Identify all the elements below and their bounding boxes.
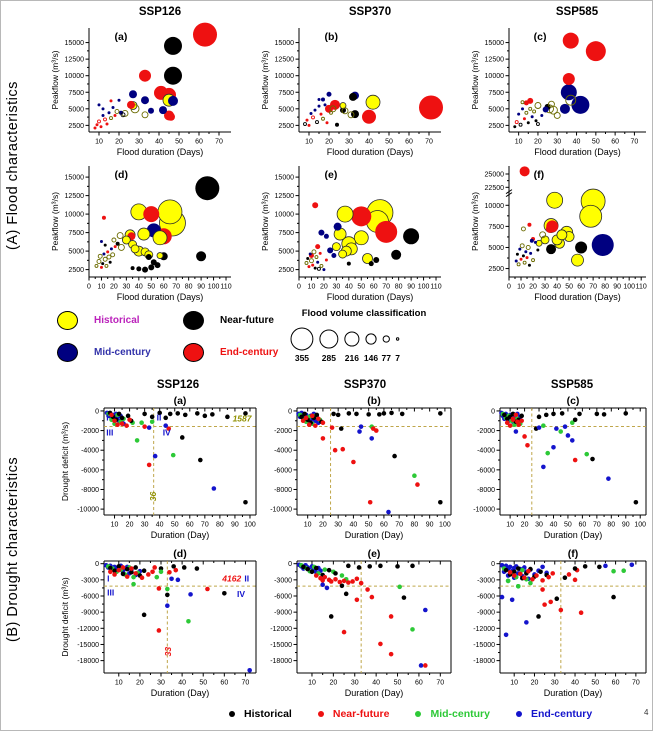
legend-label: Mid-century [94, 347, 151, 358]
svg-text:90: 90 [407, 283, 416, 291]
svg-text:II: II [244, 573, 250, 584]
svg-text:10000: 10000 [64, 73, 84, 81]
svg-text:(e): (e) [324, 169, 338, 181]
svg-text:30: 30 [345, 138, 353, 146]
svg-text:10: 10 [97, 283, 106, 291]
svg-text:50: 50 [364, 521, 373, 529]
svg-text:-9000: -9000 [81, 609, 99, 617]
svg-text:60: 60 [405, 138, 413, 146]
svg-text:0: 0 [491, 561, 495, 569]
svg-text:70: 70 [172, 283, 181, 291]
svg-text:60: 60 [220, 679, 229, 687]
legend-label: Historical [244, 708, 292, 720]
subplot-flood-ssp126-d [49, 159, 239, 303]
svg-text:0: 0 [95, 408, 99, 416]
svg-text:2500: 2500 [68, 267, 84, 275]
svg-text:100: 100 [244, 521, 256, 529]
svg-text:40: 40 [349, 521, 358, 529]
svg-text:50: 50 [591, 138, 600, 146]
svg-text:30: 30 [535, 521, 543, 529]
svg-text:50: 50 [393, 679, 402, 687]
svg-text:(d): (d) [114, 169, 128, 181]
svg-text:2500: 2500 [488, 266, 504, 274]
svg-text:Peakflow (m³/s): Peakflow (m³/s) [470, 50, 480, 110]
svg-text:Peakflow (m³/s): Peakflow (m³/s) [50, 191, 60, 252]
svg-text:20: 20 [110, 283, 118, 291]
subplot-drought-ssp126-a [59, 393, 264, 541]
legend-label: Historical [94, 315, 140, 326]
svg-text:Duration (Day): Duration (Day) [344, 688, 404, 698]
svg-text:80: 80 [184, 283, 193, 291]
svg-text:Duration (Day): Duration (Day) [543, 530, 603, 540]
svg-text:12500: 12500 [274, 56, 294, 64]
svg-text:-12000: -12000 [473, 625, 495, 633]
svg-text:146: 146 [363, 353, 379, 363]
svg-text:10000: 10000 [274, 73, 294, 81]
svg-text:7500: 7500 [488, 89, 504, 97]
svg-text:-4000: -4000 [274, 447, 292, 455]
svg-text:80: 80 [215, 521, 224, 529]
svg-text:40: 40 [155, 521, 164, 529]
flood-volume-circles [279, 319, 449, 369]
svg-text:12500: 12500 [64, 193, 84, 201]
svg-text:-15000: -15000 [473, 641, 495, 649]
svg-text:60: 60 [578, 521, 587, 529]
svg-text:0: 0 [288, 408, 292, 416]
svg-text:0: 0 [491, 408, 495, 416]
svg-text:10: 10 [308, 679, 316, 687]
svg-text:100: 100 [439, 521, 451, 529]
svg-text:30: 30 [140, 521, 149, 529]
svg-text:20: 20 [320, 283, 328, 291]
svg-text:2500: 2500 [488, 122, 504, 130]
svg-text:5000: 5000 [68, 248, 84, 256]
svg-text:10: 10 [303, 521, 312, 529]
flood-volume-legend-title: Flood volume classification [301, 308, 427, 319]
svg-text:60: 60 [415, 679, 423, 687]
svg-text:20: 20 [529, 283, 537, 291]
legend-circle-icon [183, 311, 204, 330]
svg-text:-2000: -2000 [274, 428, 292, 436]
svg-text:10: 10 [95, 138, 103, 146]
svg-text:Duration (Day): Duration (Day) [150, 688, 210, 698]
svg-text:-3000: -3000 [274, 577, 292, 585]
svg-text:30: 30 [122, 283, 131, 291]
svg-text:12500: 12500 [484, 56, 504, 64]
svg-text:-8000: -8000 [81, 486, 99, 494]
svg-text:IV: IV [237, 589, 246, 600]
svg-text:50: 50 [147, 283, 156, 291]
svg-text:60: 60 [611, 679, 620, 687]
svg-text:50: 50 [357, 283, 366, 291]
flood-legend-item-mid-century [57, 343, 151, 362]
svg-text:(d): (d) [173, 548, 187, 560]
svg-text:100: 100 [623, 283, 636, 291]
svg-text:III: III [106, 427, 114, 438]
svg-text:5000: 5000 [488, 244, 504, 252]
svg-text:70: 70 [592, 521, 601, 529]
svg-text:60: 60 [380, 521, 388, 529]
svg-text:-10000: -10000 [77, 506, 99, 514]
svg-text:(b): (b) [367, 395, 381, 407]
svg-text:0: 0 [297, 283, 301, 291]
svg-text:10000: 10000 [484, 73, 504, 81]
svg-text:-6000: -6000 [81, 593, 99, 601]
page-number: 4 [644, 708, 649, 717]
svg-text:Flood duration (Days): Flood duration (Days) [534, 292, 621, 302]
svg-text:Duration (Day): Duration (Day) [150, 530, 210, 540]
svg-text:Peakflow (m³/s): Peakflow (m³/s) [470, 191, 480, 252]
svg-text:30: 30 [157, 679, 165, 687]
legend-dot-icon [318, 711, 324, 717]
subplot-drought-ssp585-f [466, 546, 653, 699]
svg-text:0: 0 [95, 561, 99, 569]
svg-text:Peakflow (m³/s): Peakflow (m³/s) [260, 50, 270, 110]
svg-text:-6000: -6000 [477, 467, 495, 475]
svg-text:0: 0 [288, 561, 292, 569]
svg-text:(c): (c) [533, 31, 547, 43]
svg-text:Peakflow (m³/s): Peakflow (m³/s) [50, 50, 60, 110]
svg-text:-3000: -3000 [81, 577, 99, 585]
svg-text:10: 10 [305, 138, 313, 146]
subplot-drought-ssp370-b [263, 393, 459, 541]
subplot-flood-ssp370-e [259, 159, 449, 303]
section-a-title-ssp585: SSP585 [555, 6, 599, 18]
svg-text:355: 355 [294, 353, 310, 363]
svg-text:40: 40 [365, 138, 373, 146]
svg-text:0: 0 [87, 283, 91, 291]
flood-legend [51, 307, 281, 371]
svg-text:-6000: -6000 [477, 593, 495, 601]
svg-text:40: 40 [571, 679, 579, 687]
svg-text:(c): (c) [566, 395, 580, 407]
svg-text:10: 10 [114, 679, 123, 687]
svg-text:IV: IV [162, 427, 171, 438]
svg-text:III: III [107, 587, 115, 598]
svg-text:40: 40 [372, 679, 381, 687]
svg-text:40: 40 [553, 283, 561, 291]
svg-text:30: 30 [350, 679, 359, 687]
svg-text:Drought deficit (m³/s): Drought deficit (m³/s) [60, 421, 70, 502]
svg-text:30: 30 [135, 138, 143, 146]
section-b-title-ssp126: SSP126 [156, 379, 200, 391]
svg-text:70: 70 [630, 138, 639, 146]
svg-text:7500: 7500 [488, 223, 504, 231]
svg-text:5000: 5000 [278, 106, 294, 114]
svg-text:7: 7 [395, 353, 400, 363]
svg-text:-6000: -6000 [274, 467, 292, 475]
svg-text:II: II [156, 412, 162, 423]
svg-text:100: 100 [634, 521, 647, 529]
svg-text:(f): (f) [533, 169, 545, 181]
svg-text:7500: 7500 [278, 230, 294, 238]
svg-text:40: 40 [178, 679, 187, 687]
svg-text:5000: 5000 [488, 106, 504, 114]
svg-text:110: 110 [430, 283, 442, 291]
section-b-title-ssp585: SSP585 [550, 379, 594, 391]
svg-text:-2000: -2000 [81, 428, 99, 436]
svg-text:70: 70 [215, 138, 223, 146]
svg-text:70: 70 [589, 283, 598, 291]
svg-text:10000: 10000 [274, 211, 294, 219]
svg-text:110: 110 [220, 283, 232, 291]
svg-text:100: 100 [417, 283, 430, 291]
svg-text:Drought deficit (m³/s): Drought deficit (m³/s) [60, 577, 70, 657]
svg-text:30: 30 [553, 138, 562, 146]
drought-legend-item-mid-century [415, 708, 490, 720]
drought-legend [229, 702, 649, 726]
svg-text:10000: 10000 [64, 211, 84, 219]
svg-text:-8000: -8000 [274, 486, 292, 494]
svg-text:(a): (a) [114, 31, 128, 43]
svg-text:5000: 5000 [278, 248, 294, 256]
svg-text:2500: 2500 [68, 122, 84, 130]
section-a-side-label: (A) Flood characteristics [5, 81, 21, 251]
legend-label: Near-future [332, 708, 390, 720]
svg-text:15000: 15000 [274, 40, 294, 48]
legend-circle-icon [57, 311, 78, 330]
svg-text:50: 50 [564, 521, 572, 529]
svg-text:2500: 2500 [278, 267, 294, 275]
flood-legend-item-historical [57, 311, 140, 330]
svg-text:7500: 7500 [278, 89, 294, 97]
svg-text:-9000: -9000 [477, 609, 495, 617]
svg-text:-10000: -10000 [270, 506, 292, 514]
svg-text:-6000: -6000 [81, 467, 99, 475]
svg-text:(b): (b) [324, 31, 338, 43]
svg-text:60: 60 [159, 283, 168, 291]
legend-dot-icon [415, 711, 421, 717]
svg-text:50: 50 [385, 138, 393, 146]
svg-text:40: 40 [344, 283, 353, 291]
legend-label: End-century [530, 708, 593, 720]
svg-text:Flood duration (Days): Flood duration (Days) [326, 292, 414, 302]
svg-text:20: 20 [325, 138, 333, 146]
svg-text:15000: 15000 [274, 174, 294, 182]
svg-text:100: 100 [207, 283, 220, 291]
svg-text:Flood duration (Days): Flood duration (Days) [534, 147, 621, 157]
svg-text:10: 10 [514, 138, 523, 146]
svg-text:10000: 10000 [484, 202, 504, 210]
svg-text:10: 10 [110, 521, 119, 529]
svg-text:15000: 15000 [484, 40, 504, 48]
svg-text:90: 90 [613, 283, 622, 291]
svg-text:-18000: -18000 [473, 658, 495, 666]
svg-text:90: 90 [197, 283, 206, 291]
svg-text:(e): (e) [367, 548, 381, 560]
svg-text:Flood duration (Days): Flood duration (Days) [116, 292, 204, 302]
svg-text:20: 20 [329, 679, 338, 687]
svg-text:5000: 5000 [68, 106, 84, 114]
section-b-side-label: (B) Drought characteristics [5, 456, 21, 642]
svg-text:22500: 22500 [484, 184, 504, 192]
svg-text:-2000: -2000 [477, 428, 495, 436]
svg-text:-4000: -4000 [477, 447, 495, 455]
svg-text:30: 30 [332, 283, 341, 291]
svg-text:I: I [107, 573, 110, 584]
svg-text:Flood duration (Days): Flood duration (Days) [326, 147, 414, 157]
subplot-drought-ssp370-e [263, 546, 459, 699]
drought-legend-item-historical [229, 708, 292, 720]
legend-label: Near-future [220, 315, 274, 326]
svg-text:50: 50 [175, 138, 183, 146]
svg-text:-18000: -18000 [77, 658, 99, 666]
svg-text:50: 50 [199, 679, 208, 687]
svg-text:10: 10 [517, 283, 525, 291]
svg-text:4162: 4162 [222, 573, 242, 584]
svg-text:20: 20 [319, 521, 327, 529]
svg-text:10: 10 [510, 679, 519, 687]
svg-text:-15000: -15000 [77, 641, 99, 649]
legend-circle-icon [183, 343, 204, 362]
svg-text:15000: 15000 [64, 40, 84, 48]
svg-text:-9000: -9000 [274, 609, 292, 617]
svg-text:33: 33 [163, 646, 174, 657]
svg-text:I: I [106, 412, 109, 423]
svg-text:110: 110 [635, 283, 647, 291]
svg-text:70: 70 [200, 521, 209, 529]
svg-text:-15000: -15000 [270, 641, 292, 649]
svg-text:10: 10 [307, 283, 316, 291]
svg-text:70: 70 [395, 521, 404, 529]
svg-text:60: 60 [577, 283, 586, 291]
svg-text:-18000: -18000 [270, 658, 292, 666]
svg-text:-4000: -4000 [81, 447, 99, 455]
svg-text:12500: 12500 [274, 193, 294, 201]
svg-text:50: 50 [170, 521, 179, 529]
subplot-flood-ssp126-a [49, 21, 239, 158]
legend-label: End-century [220, 347, 279, 358]
svg-text:90: 90 [621, 521, 630, 529]
svg-text:40: 40 [134, 283, 143, 291]
legend-label: Mid-century [430, 708, 490, 720]
svg-text:40: 40 [155, 138, 163, 146]
svg-text:70: 70 [382, 283, 391, 291]
svg-text:20: 20 [125, 521, 134, 529]
subplot-flood-ssp370-b [259, 21, 449, 158]
svg-text:20: 20 [530, 679, 539, 687]
svg-text:60: 60 [611, 138, 620, 146]
svg-text:2500: 2500 [278, 122, 294, 130]
svg-text:20: 20 [534, 138, 542, 146]
svg-text:60: 60 [195, 138, 203, 146]
svg-text:-3000: -3000 [477, 577, 495, 585]
svg-text:1587: 1587 [232, 413, 252, 424]
svg-text:25000: 25000 [484, 171, 504, 179]
svg-text:20: 20 [115, 138, 123, 146]
svg-text:-10000: -10000 [473, 506, 495, 514]
svg-text:Flood duration (Days): Flood duration (Days) [116, 147, 204, 157]
section-a-title-ssp370: SSP370 [348, 6, 392, 18]
svg-text:80: 80 [410, 521, 419, 529]
legend-dot-icon [516, 711, 522, 717]
svg-text:20: 20 [135, 679, 144, 687]
section-a-title-ssp126: SSP126 [138, 6, 182, 18]
svg-text:-6000: -6000 [274, 593, 292, 601]
svg-text:80: 80 [394, 283, 403, 291]
svg-text:216: 216 [344, 353, 359, 363]
svg-text:40: 40 [572, 138, 581, 146]
svg-text:Duration (Day): Duration (Day) [543, 688, 603, 698]
svg-text:-8000: -8000 [477, 486, 495, 494]
svg-text:30: 30 [541, 283, 549, 291]
flood-legend-item-end-century [183, 343, 278, 362]
svg-text:7500: 7500 [68, 89, 84, 97]
svg-text:15000: 15000 [64, 174, 84, 182]
svg-text:80: 80 [607, 521, 616, 529]
svg-text:60: 60 [185, 521, 194, 529]
svg-text:77: 77 [381, 353, 392, 363]
svg-text:20: 20 [520, 521, 529, 529]
flood-legend-item-near-future [183, 311, 274, 330]
svg-text:285: 285 [321, 353, 336, 363]
svg-text:60: 60 [369, 283, 378, 291]
subplot-drought-ssp126-d [59, 546, 264, 699]
svg-text:70: 70 [241, 679, 250, 687]
svg-text:Peakflow (m³/s): Peakflow (m³/s) [260, 191, 270, 252]
svg-text:-12000: -12000 [77, 625, 99, 633]
svg-text:12500: 12500 [64, 56, 84, 64]
section-b-title-ssp370: SSP370 [343, 379, 387, 391]
svg-text:90: 90 [231, 521, 239, 529]
svg-text:7500: 7500 [68, 230, 84, 238]
svg-text:40: 40 [549, 521, 558, 529]
svg-text:90: 90 [425, 521, 434, 529]
flood-volume-legend [279, 304, 449, 376]
svg-text:50: 50 [565, 283, 573, 291]
legend-circle-icon [57, 343, 78, 362]
svg-text:30: 30 [550, 679, 559, 687]
svg-text:Duration (Day): Duration (Day) [344, 530, 404, 540]
svg-text:70: 70 [425, 138, 433, 146]
svg-text:(a): (a) [173, 395, 187, 407]
svg-text:36: 36 [147, 491, 158, 502]
legend-dot-icon [229, 711, 235, 717]
svg-text:80: 80 [601, 283, 610, 291]
svg-text:70: 70 [631, 679, 640, 687]
svg-text:0: 0 [507, 283, 511, 291]
subplot-flood-ssp585-f [469, 159, 653, 303]
svg-text:10: 10 [506, 521, 515, 529]
drought-legend-item-end-century [516, 708, 592, 720]
drought-legend-item-near-future [318, 708, 390, 720]
subplot-drought-ssp585-c [466, 393, 653, 541]
svg-text:50: 50 [591, 679, 600, 687]
svg-text:70: 70 [436, 679, 445, 687]
svg-text:(f): (f) [567, 548, 579, 560]
subplot-flood-ssp585-c [469, 21, 653, 158]
svg-text:-12000: -12000 [270, 625, 292, 633]
svg-text:30: 30 [334, 521, 343, 529]
